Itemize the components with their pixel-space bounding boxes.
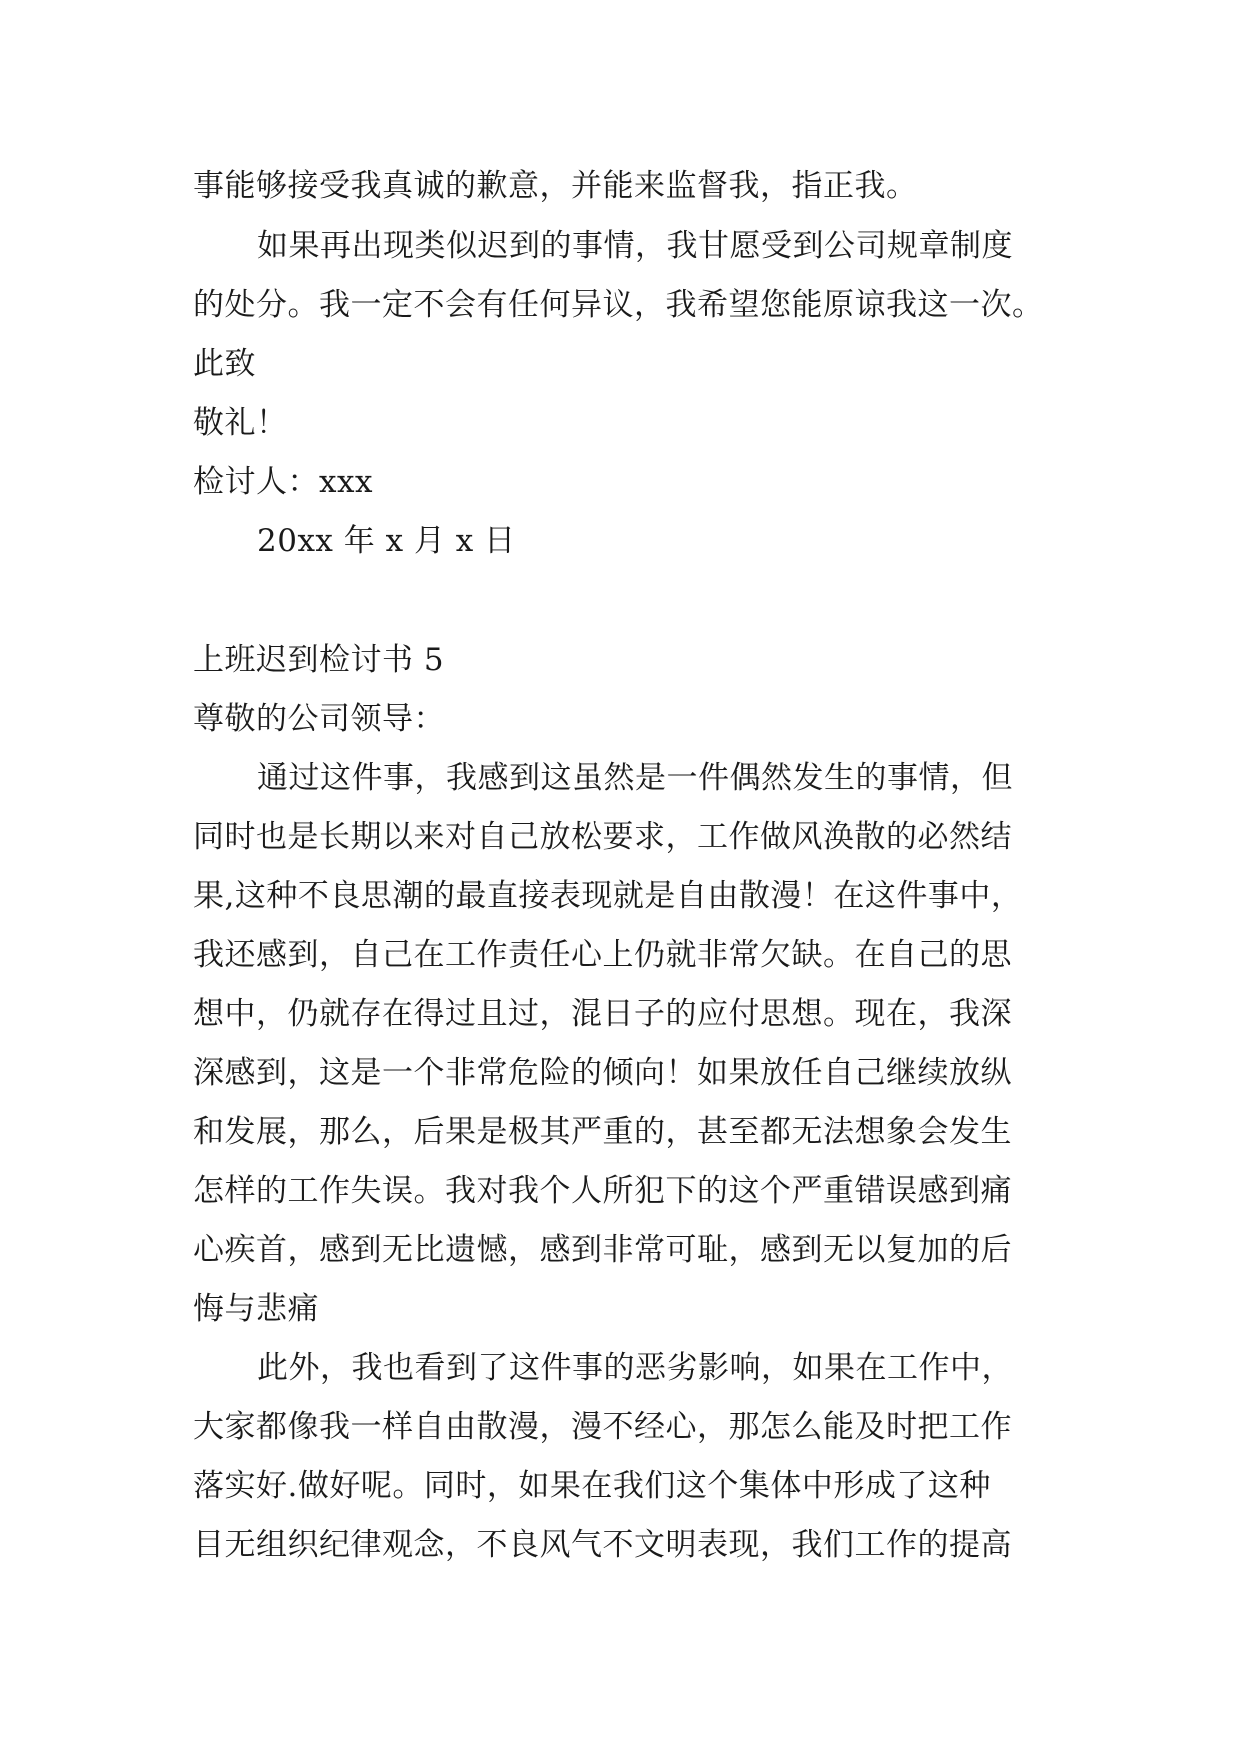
body-line: 如果再出现类似迟到的事情，我甘愿受到公司规章制度: [257, 228, 1013, 264]
body-line: 深感到，这是一个非常危险的倾向！如果放任自己继续放纵: [193, 1055, 1012, 1091]
body-line: 心疾首，感到无比遗憾，感到非常可耻，感到无以复加的后: [193, 1232, 1012, 1268]
body-line: 落实好.做好呢。同时，如果在我们这个集体中形成了这种: [193, 1468, 991, 1504]
body-line: 的处分。我一定不会有任何异议，我希望您能原谅我这一次。: [193, 287, 1044, 323]
signature-line: 检讨人：xxx: [193, 464, 373, 500]
greeting: 尊敬的公司领导：: [193, 701, 445, 737]
body-line: 事能够接受我真诚的歉意，并能来监督我，指正我。: [193, 168, 918, 204]
body-line: 我还感到，自己在工作责任心上仍就非常欠缺。在自己的思: [193, 937, 1012, 973]
body-line: 此外，我也看到了这件事的恶劣影响，如果在工作中，: [257, 1350, 1013, 1386]
closing-regards: 敬礼！: [193, 405, 288, 441]
date-line: 20xx 年 x 月 x 日: [257, 523, 516, 559]
body-line: 悔与悲痛: [193, 1291, 319, 1327]
body-line: 同时也是长期以来对自己放松要求，工作做风涣散的必然结: [193, 819, 1012, 855]
closing-salutation: 此致: [193, 346, 256, 382]
section-title: 上班迟到检讨书 5: [193, 642, 445, 678]
body-line: 怎样的工作失误。我对我个人所犯下的这个严重错误感到痛: [193, 1173, 1012, 1209]
body-line: 想中，仍就存在得过且过，混日子的应付思想。现在，我深: [193, 996, 1012, 1032]
body-line: 果,这种不良思潮的最直接表现就是自由散漫！在这件事中，: [193, 878, 1023, 914]
body-line: 目无组织纪律观念，不良风气不文明表现，我们工作的提高: [193, 1527, 1012, 1563]
body-line: 大家都像我一样自由散漫，漫不经心，那怎么能及时把工作: [193, 1409, 1012, 1445]
body-line: 通过这件事，我感到这虽然是一件偶然发生的事情，但: [257, 760, 1013, 796]
body-line: 和发展，那么，后果是极其严重的，甚至都无法想象会发生: [193, 1114, 1012, 1150]
